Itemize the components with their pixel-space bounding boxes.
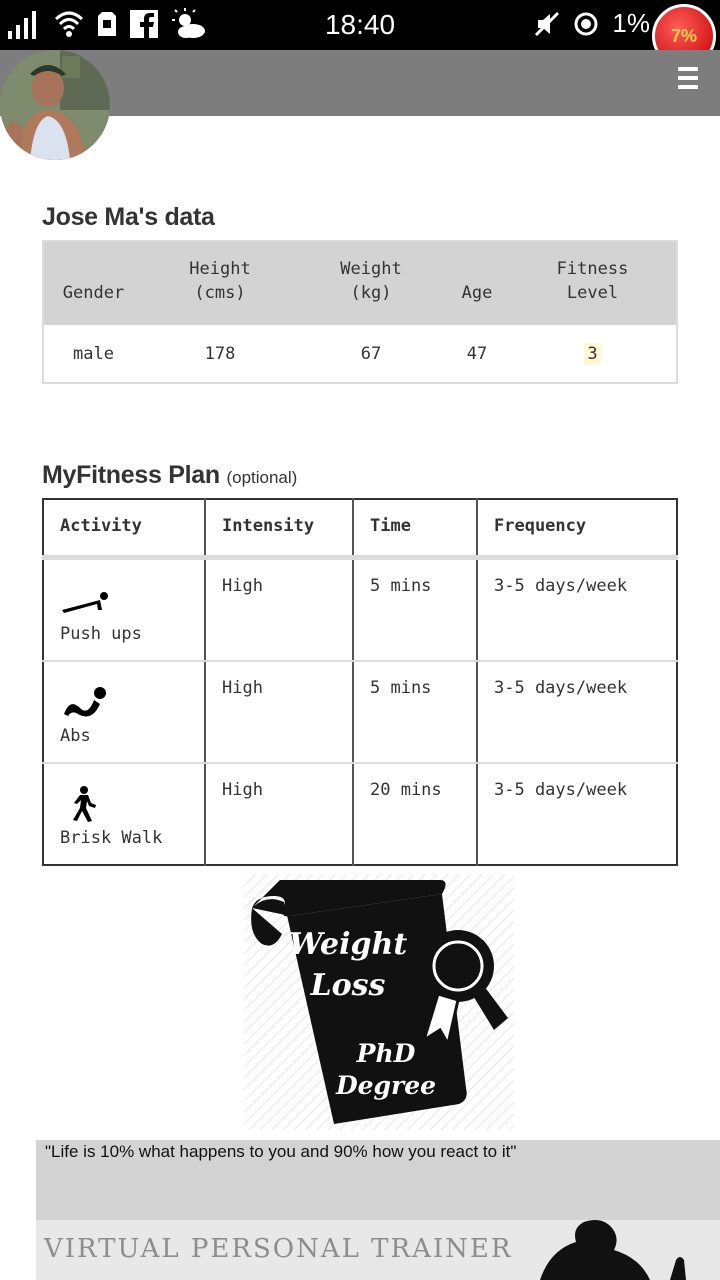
- activity-label: Brisk Walk: [60, 827, 163, 848]
- status-clock: 18:40: [324, 9, 396, 40]
- abs-icon: [60, 684, 112, 720]
- header-time: Time: [353, 499, 477, 557]
- header-activity: Activity: [43, 499, 205, 557]
- value-height: 178: [143, 325, 297, 383]
- cert-line-2: Loss: [310, 968, 386, 1003]
- hamburger-icon[interactable]: [678, 67, 698, 89]
- walking-icon: [60, 786, 112, 822]
- weight-loss-phd-certificate-image: [244, 874, 514, 1130]
- banner-text: VIRTUAL PERSONAL TRAINER: [44, 1234, 513, 1264]
- quote-box: [36, 1140, 720, 1220]
- cert-line-1: Weight: [288, 927, 408, 962]
- value-age: 47: [445, 325, 509, 383]
- time-value: 5 mins: [353, 557, 477, 661]
- header-gender: Gender: [43, 241, 143, 325]
- value-fitness-level: 3: [584, 343, 600, 365]
- value-fitness-level-cell: [509, 325, 677, 383]
- header-fitness-level: Fitness Level: [509, 241, 677, 325]
- plan-row: [43, 763, 677, 865]
- plan-title: MyFitness Plan: [42, 461, 220, 489]
- time-value: 20 mins: [353, 763, 477, 865]
- plan-heading: [42, 461, 297, 490]
- profile-header-row: [43, 241, 677, 325]
- plan-row: [43, 557, 677, 661]
- header-frequency: Frequency: [477, 499, 677, 557]
- intensity-value: High: [205, 661, 353, 763]
- header-age: Age: [445, 241, 509, 325]
- value-gender: male: [43, 325, 143, 383]
- activity-cell: [43, 661, 205, 763]
- cert-line-3: PhD: [356, 1039, 416, 1068]
- profile-values-row: [43, 325, 677, 383]
- frequency-value: 3-5 days/week: [477, 557, 677, 661]
- location-icon: [572, 10, 600, 38]
- activity-label: Push ups: [60, 623, 142, 644]
- activity-cell: [43, 763, 205, 865]
- cert-line-4: Degree: [335, 1071, 437, 1100]
- plan-row: [43, 661, 677, 763]
- recorder-label: 7%: [670, 25, 697, 46]
- status-bar: [0, 0, 720, 50]
- header-height: Height (cms): [143, 241, 297, 325]
- battery-percent: 1%: [612, 8, 650, 38]
- header-weight: Weight (kg): [297, 241, 445, 325]
- trainer-silhouette-image: [480, 1220, 720, 1280]
- profile-table: [42, 240, 678, 384]
- activity-cell: [43, 557, 205, 661]
- quote-text: "Life is 10% what happens to you and 90% how you react to it": [45, 1142, 517, 1161]
- header-intensity: Intensity: [205, 499, 353, 557]
- mute-icon: [534, 11, 560, 37]
- intensity-value: High: [205, 557, 353, 661]
- virtual-trainer-banner[interactable]: [36, 1220, 720, 1280]
- value-weight: 67: [297, 325, 445, 383]
- plan-header-row: [43, 499, 677, 557]
- activity-label: Abs: [60, 725, 91, 746]
- plan-table: [42, 498, 678, 866]
- frequency-value: 3-5 days/week: [494, 779, 628, 800]
- push-up-icon: [60, 582, 112, 618]
- intensity-value: High: [205, 763, 353, 865]
- profile-heading: Jose Ma's data: [42, 203, 215, 231]
- avatar[interactable]: [0, 50, 110, 160]
- frequency-value: 3-5 days/week: [477, 661, 677, 763]
- time-value: 5 mins: [353, 661, 477, 763]
- plan-subtitle: (optional): [226, 468, 298, 487]
